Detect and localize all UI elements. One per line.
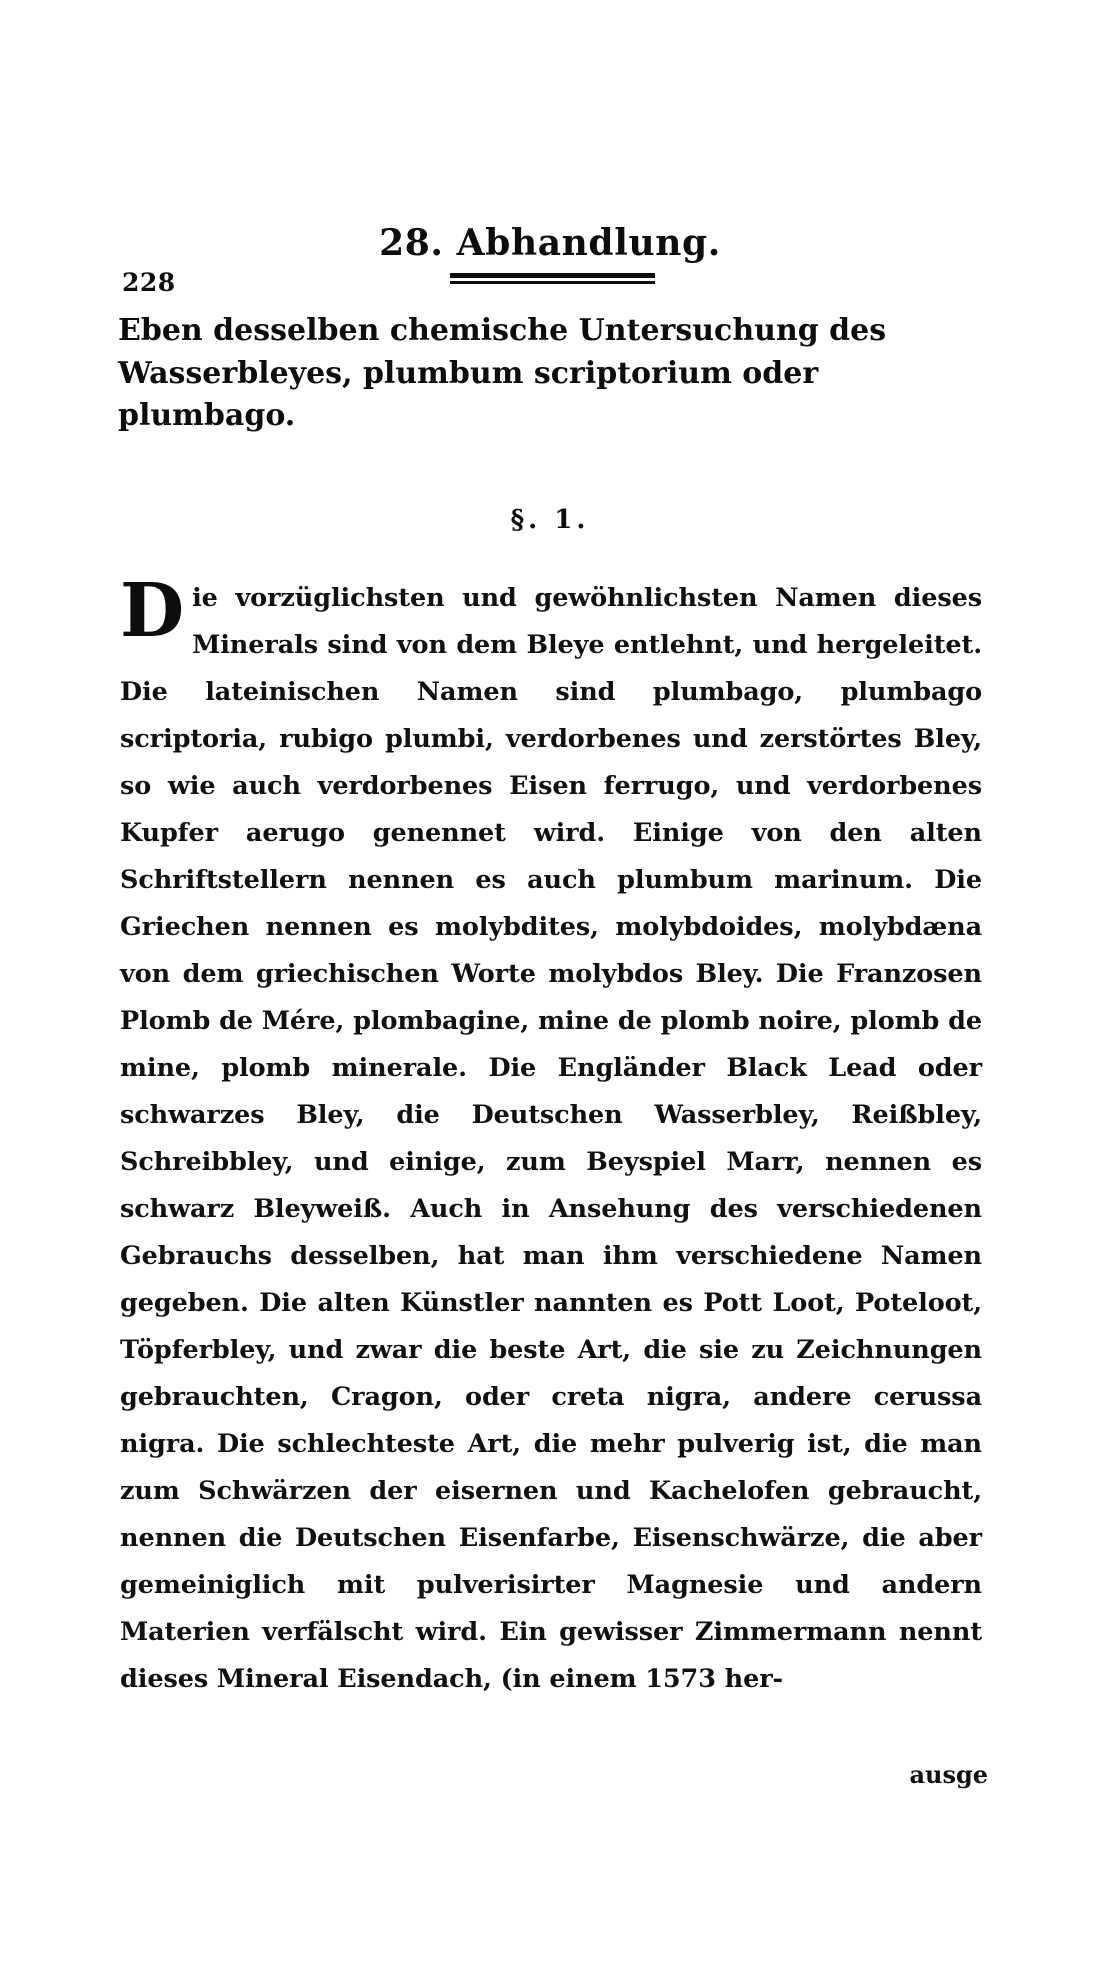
body-text-block (120, 568, 982, 1703)
page-number: 228 (122, 268, 176, 297)
subtitle-line-2: Wasserbleyes, plumbum scriptorium oder (118, 355, 819, 391)
header-rule (450, 273, 655, 284)
catchword: ausge (909, 1760, 988, 1789)
drop-cap: D (120, 568, 185, 654)
body-paragraph: ie vorzüglichsten und gewöhnlichsten Namen dieses Minerals sind von dem Bleye entlehnt, und hergeleitet. Die lateinischen Namen sind plumbago, plumbago scriptoria, rubigo plumbi, verdorbenes und zerstörtes Bley, so wie auch verdorbenes Eisen ferrugo, und verdorbenes Kupfer aerugo genennet wird. Einige von den alten Schriftstellern nennen es auch plumbum marinum. Die Griechen nennen es molybdites, molybdoides, molybdæna von dem griechischen Worte molybdos Bley. Die Franzosen Plomb de Mére, plombagine, mine de plomb noire, plomb de mine, plomb minerale. Die Engländer Black Lead oder schwarzes Bley, die Deutschen Wasserbley, Reißbley, Schreibbley, und einige, zum Beyspiel Marr, nennen es schwarz Bleyweiß. Auch in Ansehung des verschiedenen Gebrauchs desselben, hat man ihm verschiedene Namen gegeben. Die alten Künstler nannten es Pott Loot, Poteloot, Töpferbley, und zwar die beste Art, die sie zu Zeichnungen gebrauchten, Cragon, oder creta nigra, andere cerussa nigra. Die schlechteste Art, die mehr pulverig ist, die man zum Schwärzen der eisernen und Kachelofen gebraucht, nennen die Deutschen Eisenfarbe, Eisenschwärze, die aber gemeiniglich mit pulverisirter Magnesie und andern Materien verfälscht wird. Ein gewisser Zimmermann nennt dieses Mineral Eisendach, (in einem 1573 her- (120, 583, 982, 1694)
subtitle-line-3: plumbago. (118, 398, 296, 434)
header-rule-thick (450, 273, 655, 278)
article-subtitle (118, 310, 988, 438)
section-marker: §. 1. (510, 505, 590, 535)
header-rule-thin (450, 281, 655, 284)
chapter-title: 28. Abhandlung. (379, 222, 721, 264)
subtitle-line-1: Eben desselben chemische Untersuchung des (118, 313, 887, 348)
